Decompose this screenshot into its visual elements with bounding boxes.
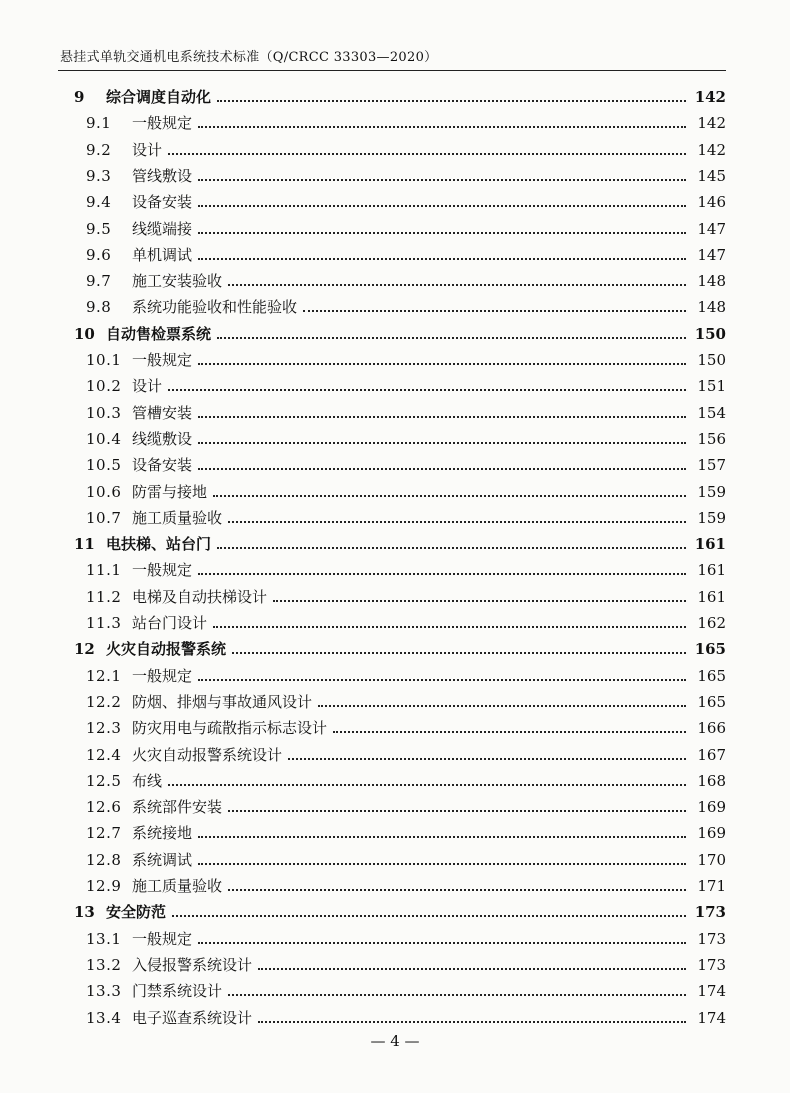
- dot-leader: [198, 942, 686, 944]
- toc-section-row[interactable]: [86, 873, 726, 899]
- toc-entry-number: 11.2: [86, 587, 122, 606]
- dot-leader: [198, 363, 686, 365]
- dot-leader: [198, 468, 686, 470]
- toc-entry-title: 线缆端接: [132, 219, 193, 238]
- toc-entry-number: 11: [74, 535, 95, 554]
- dot-leader: [333, 731, 686, 733]
- toc-chapter-row[interactable]: [74, 636, 726, 662]
- toc-section-row[interactable]: [86, 689, 726, 715]
- toc-section-row[interactable]: [86, 742, 726, 768]
- toc-entry-title: 一般规定: [132, 561, 193, 580]
- toc-entry-title: 火灾自动报警系统设计: [132, 745, 283, 764]
- toc-section-row[interactable]: [86, 373, 726, 399]
- toc-entry-page: 174: [697, 1008, 726, 1027]
- toc-entry-page: 166: [697, 719, 726, 738]
- toc-entry-page: 145: [697, 166, 726, 185]
- toc-entry-title: 电扶梯、站台门: [106, 535, 212, 554]
- toc-section-row[interactable]: [86, 452, 726, 478]
- toc-entry-number: 10.7: [86, 508, 122, 527]
- dot-leader: [318, 705, 686, 707]
- toc-chapter-row[interactable]: [74, 84, 726, 110]
- toc-entry-page: 171: [697, 877, 726, 895]
- toc-section-row[interactable]: [86, 294, 726, 320]
- toc-entry-number: 13.3: [86, 982, 122, 1001]
- toc-entry-number: 12.8: [86, 850, 122, 869]
- toc-entry-number: 13: [74, 903, 95, 922]
- toc-entry-title: 单机调试: [132, 245, 193, 264]
- dot-leader: [168, 784, 686, 786]
- toc-section-row[interactable]: [86, 216, 726, 242]
- toc-entry-page: 161: [694, 535, 726, 554]
- toc-entry-number: 12.4: [86, 745, 122, 764]
- toc-chapter-row[interactable]: [74, 899, 726, 925]
- toc-entry-title: 管线敷设: [132, 166, 193, 185]
- toc-entry-title: 一般规定: [132, 929, 193, 948]
- toc-section-row[interactable]: [86, 400, 726, 426]
- toc-section-row[interactable]: [86, 1005, 726, 1031]
- toc-entry-title: 自动售检票系统: [106, 324, 212, 343]
- toc-entry-number: 12.9: [86, 877, 122, 895]
- toc-chapter-row[interactable]: [74, 531, 726, 557]
- toc-section-row[interactable]: [86, 137, 726, 163]
- toc-entry-number: 9.7: [86, 272, 112, 291]
- toc-entry-page: 168: [697, 771, 726, 790]
- toc-entry-title: 一般规定: [132, 666, 193, 685]
- toc-entry-number: 9.1: [86, 114, 112, 133]
- toc-entry-title: 施工安装验收: [132, 272, 223, 291]
- dot-leader: [228, 889, 686, 891]
- toc-entry-page: 146: [697, 193, 726, 212]
- toc-entry-page: 150: [694, 324, 726, 343]
- toc-entry-title: 设计: [132, 140, 163, 159]
- toc-entry-page: 170: [697, 850, 726, 869]
- toc-entry-page: 150: [697, 351, 726, 369]
- toc-entry-number: 12.6: [86, 798, 122, 817]
- toc-entry-page: 161: [697, 561, 726, 580]
- toc-entry-page: 154: [697, 403, 726, 422]
- toc-section-row[interactable]: [86, 505, 726, 531]
- toc-entry-title: 电梯及自动扶梯设计: [132, 587, 268, 606]
- toc-entry-title: 门禁系统设计: [132, 982, 223, 1001]
- dot-leader: [303, 310, 686, 312]
- toc-entry-title: 系统部件安装: [132, 798, 223, 817]
- toc-entry-number: 10: [74, 324, 95, 343]
- toc-entry-page: 165: [694, 640, 726, 659]
- toc-entry-page: 173: [697, 955, 726, 974]
- dot-leader: [198, 205, 686, 207]
- toc-section-row[interactable]: [86, 715, 726, 741]
- toc-entry-title: 防烟、排烟与事故通风设计: [132, 692, 313, 711]
- toc-entry-page: 162: [697, 614, 726, 632]
- dot-leader: [213, 495, 686, 497]
- toc-entry-page: 165: [697, 666, 726, 685]
- toc-entry-number: 12.2: [86, 692, 122, 711]
- toc-entry-number: 10.4: [86, 429, 122, 448]
- toc-section-row[interactable]: [86, 663, 726, 689]
- toc-entry-number: 12.7: [86, 824, 122, 843]
- toc-section-row[interactable]: [86, 110, 726, 136]
- toc-entry-title: 管槽安装: [132, 403, 193, 422]
- toc-entry-number: 12.1: [86, 666, 122, 685]
- toc-entry-title: 系统调试: [132, 850, 193, 869]
- dot-leader: [168, 153, 686, 155]
- toc-entry-page: 173: [697, 929, 726, 948]
- toc-entry-page: 161: [697, 587, 726, 606]
- toc-entry-title: 系统接地: [132, 824, 193, 843]
- toc-entry-title: 综合调度自动化: [106, 88, 212, 106]
- toc-entry-page: 174: [697, 982, 726, 1001]
- toc-entry-title: 入侵报警系统设计: [132, 955, 253, 974]
- dot-leader: [288, 758, 686, 760]
- toc-entry-page: 157: [697, 456, 726, 475]
- toc-entry-number: 9.6: [86, 245, 112, 264]
- toc-entry-number: 9.4: [86, 193, 112, 212]
- toc-section-row[interactable]: [86, 926, 726, 952]
- toc-entry-title: 布线: [132, 771, 163, 790]
- toc-entry-title: 火灾自动报警系统: [106, 640, 227, 659]
- toc-entry-title: 电子巡查系统设计: [132, 1008, 253, 1027]
- toc-entry-number: 12.5: [86, 771, 122, 790]
- toc-section-row[interactable]: [86, 189, 726, 215]
- toc-entry-page: 169: [697, 824, 726, 843]
- dot-leader: [217, 100, 686, 102]
- toc-entry-page: 147: [697, 219, 726, 238]
- dot-leader: [273, 600, 686, 602]
- toc-section-row[interactable]: [86, 347, 726, 373]
- toc-entry-page: 148: [697, 298, 726, 317]
- toc-entry-title: 线缆敷设: [132, 429, 193, 448]
- toc-entry-page: 173: [694, 903, 726, 922]
- toc-entry-page: 156: [697, 429, 726, 448]
- dot-leader: [228, 284, 686, 286]
- dot-leader: [198, 126, 686, 128]
- toc-entry-number: 10.5: [86, 456, 122, 475]
- toc-entry-page: 167: [697, 745, 726, 764]
- toc-entry-page: 151: [697, 377, 726, 396]
- dot-leader: [228, 994, 686, 996]
- toc-section-row[interactable]: [86, 479, 726, 505]
- toc-entry-title: 施工质量验收: [132, 877, 223, 895]
- toc-entry-number: 12: [74, 640, 95, 659]
- dot-leader: [217, 547, 686, 549]
- toc-entry-title: 设备安装: [132, 193, 193, 212]
- page-number: — 4 —: [370, 1032, 420, 1050]
- toc-entry-number: 13.1: [86, 929, 122, 948]
- dot-leader: [198, 442, 686, 444]
- toc-section-row[interactable]: [86, 584, 726, 610]
- toc-section-row[interactable]: [86, 820, 726, 846]
- toc-entry-title: 设计: [132, 377, 163, 396]
- toc-section-row[interactable]: [86, 268, 726, 294]
- toc-entry-title: 防灾用电与疏散指示标志设计: [132, 719, 328, 738]
- toc-entry-page: 159: [697, 482, 726, 501]
- dot-leader: [258, 968, 686, 970]
- toc-section-row[interactable]: [86, 768, 726, 794]
- toc-entry-number: 13.4: [86, 1008, 122, 1027]
- dot-leader: [213, 626, 686, 628]
- toc-section-row[interactable]: [86, 557, 726, 583]
- dot-leader: [198, 179, 686, 181]
- toc-entry-page: 142: [697, 114, 726, 133]
- dot-leader: [228, 521, 686, 523]
- toc-entry-number: 10.3: [86, 403, 122, 422]
- toc-entry-number: 9.3: [86, 166, 112, 185]
- toc-entry-number: 9.8: [86, 298, 112, 317]
- toc-section-row[interactable]: [86, 847, 726, 873]
- dot-leader: [217, 337, 686, 339]
- toc-entry-number: 11.3: [86, 614, 122, 632]
- toc-entry-number: 9.5: [86, 219, 112, 238]
- toc-entry-number: 12.3: [86, 719, 122, 738]
- toc-section-row[interactable]: [86, 978, 726, 1004]
- dot-leader: [172, 915, 686, 917]
- toc-entry-page: 169: [697, 798, 726, 817]
- toc-entry-number: 10.1: [86, 351, 122, 369]
- toc-entry-title: 系统功能验收和性能验收: [132, 298, 298, 317]
- toc-entry-page: 165: [697, 692, 726, 711]
- toc-section-row[interactable]: [86, 610, 726, 636]
- dot-leader: [228, 810, 686, 812]
- dot-leader: [198, 679, 686, 681]
- dot-leader: [198, 416, 686, 418]
- toc-entry-number: 13.2: [86, 955, 122, 974]
- toc-entry-number: 9.2: [86, 140, 112, 159]
- toc-entry-page: 142: [697, 140, 726, 159]
- toc-entry-title: 防雷与接地: [132, 482, 208, 501]
- toc-entry-title: 站台门设计: [132, 614, 208, 632]
- running-header: 悬挂式单轨交通机电系统技术标准（Q/CRCC 33303—2020）: [60, 50, 438, 65]
- dot-leader: [198, 232, 686, 234]
- dot-leader: [198, 836, 686, 838]
- toc-entry-page: 159: [697, 508, 726, 527]
- toc-section-row[interactable]: [86, 952, 726, 978]
- dot-leader: [198, 573, 686, 575]
- toc-entry-number: 11.1: [86, 561, 122, 580]
- dot-leader: [198, 258, 686, 260]
- dot-leader: [258, 1021, 686, 1023]
- dot-leader: [198, 863, 686, 865]
- toc-entry-title: 一般规定: [132, 351, 193, 369]
- toc-entry-title: 安全防范: [106, 903, 167, 922]
- toc-section-row[interactable]: [86, 163, 726, 189]
- toc-entry-number: 10.2: [86, 377, 122, 396]
- toc-entry-title: 一般规定: [132, 114, 193, 133]
- dot-leader: [168, 389, 686, 391]
- header-rule: [58, 70, 726, 71]
- toc-entry-page: 148: [697, 272, 726, 291]
- toc-section-row[interactable]: [86, 426, 726, 452]
- toc-chapter-row[interactable]: [74, 321, 726, 347]
- toc-entry-number: 10.6: [86, 482, 122, 501]
- toc-entry-title: 设备安装: [132, 456, 193, 475]
- toc-section-row[interactable]: [86, 794, 726, 820]
- toc-entry-page: 147: [697, 245, 726, 264]
- toc-entry-page: 142: [694, 88, 726, 106]
- toc-entry-number: 9: [74, 88, 85, 106]
- toc-entry-title: 施工质量验收: [132, 508, 223, 527]
- dot-leader: [232, 652, 686, 654]
- toc-section-row[interactable]: [86, 242, 726, 268]
